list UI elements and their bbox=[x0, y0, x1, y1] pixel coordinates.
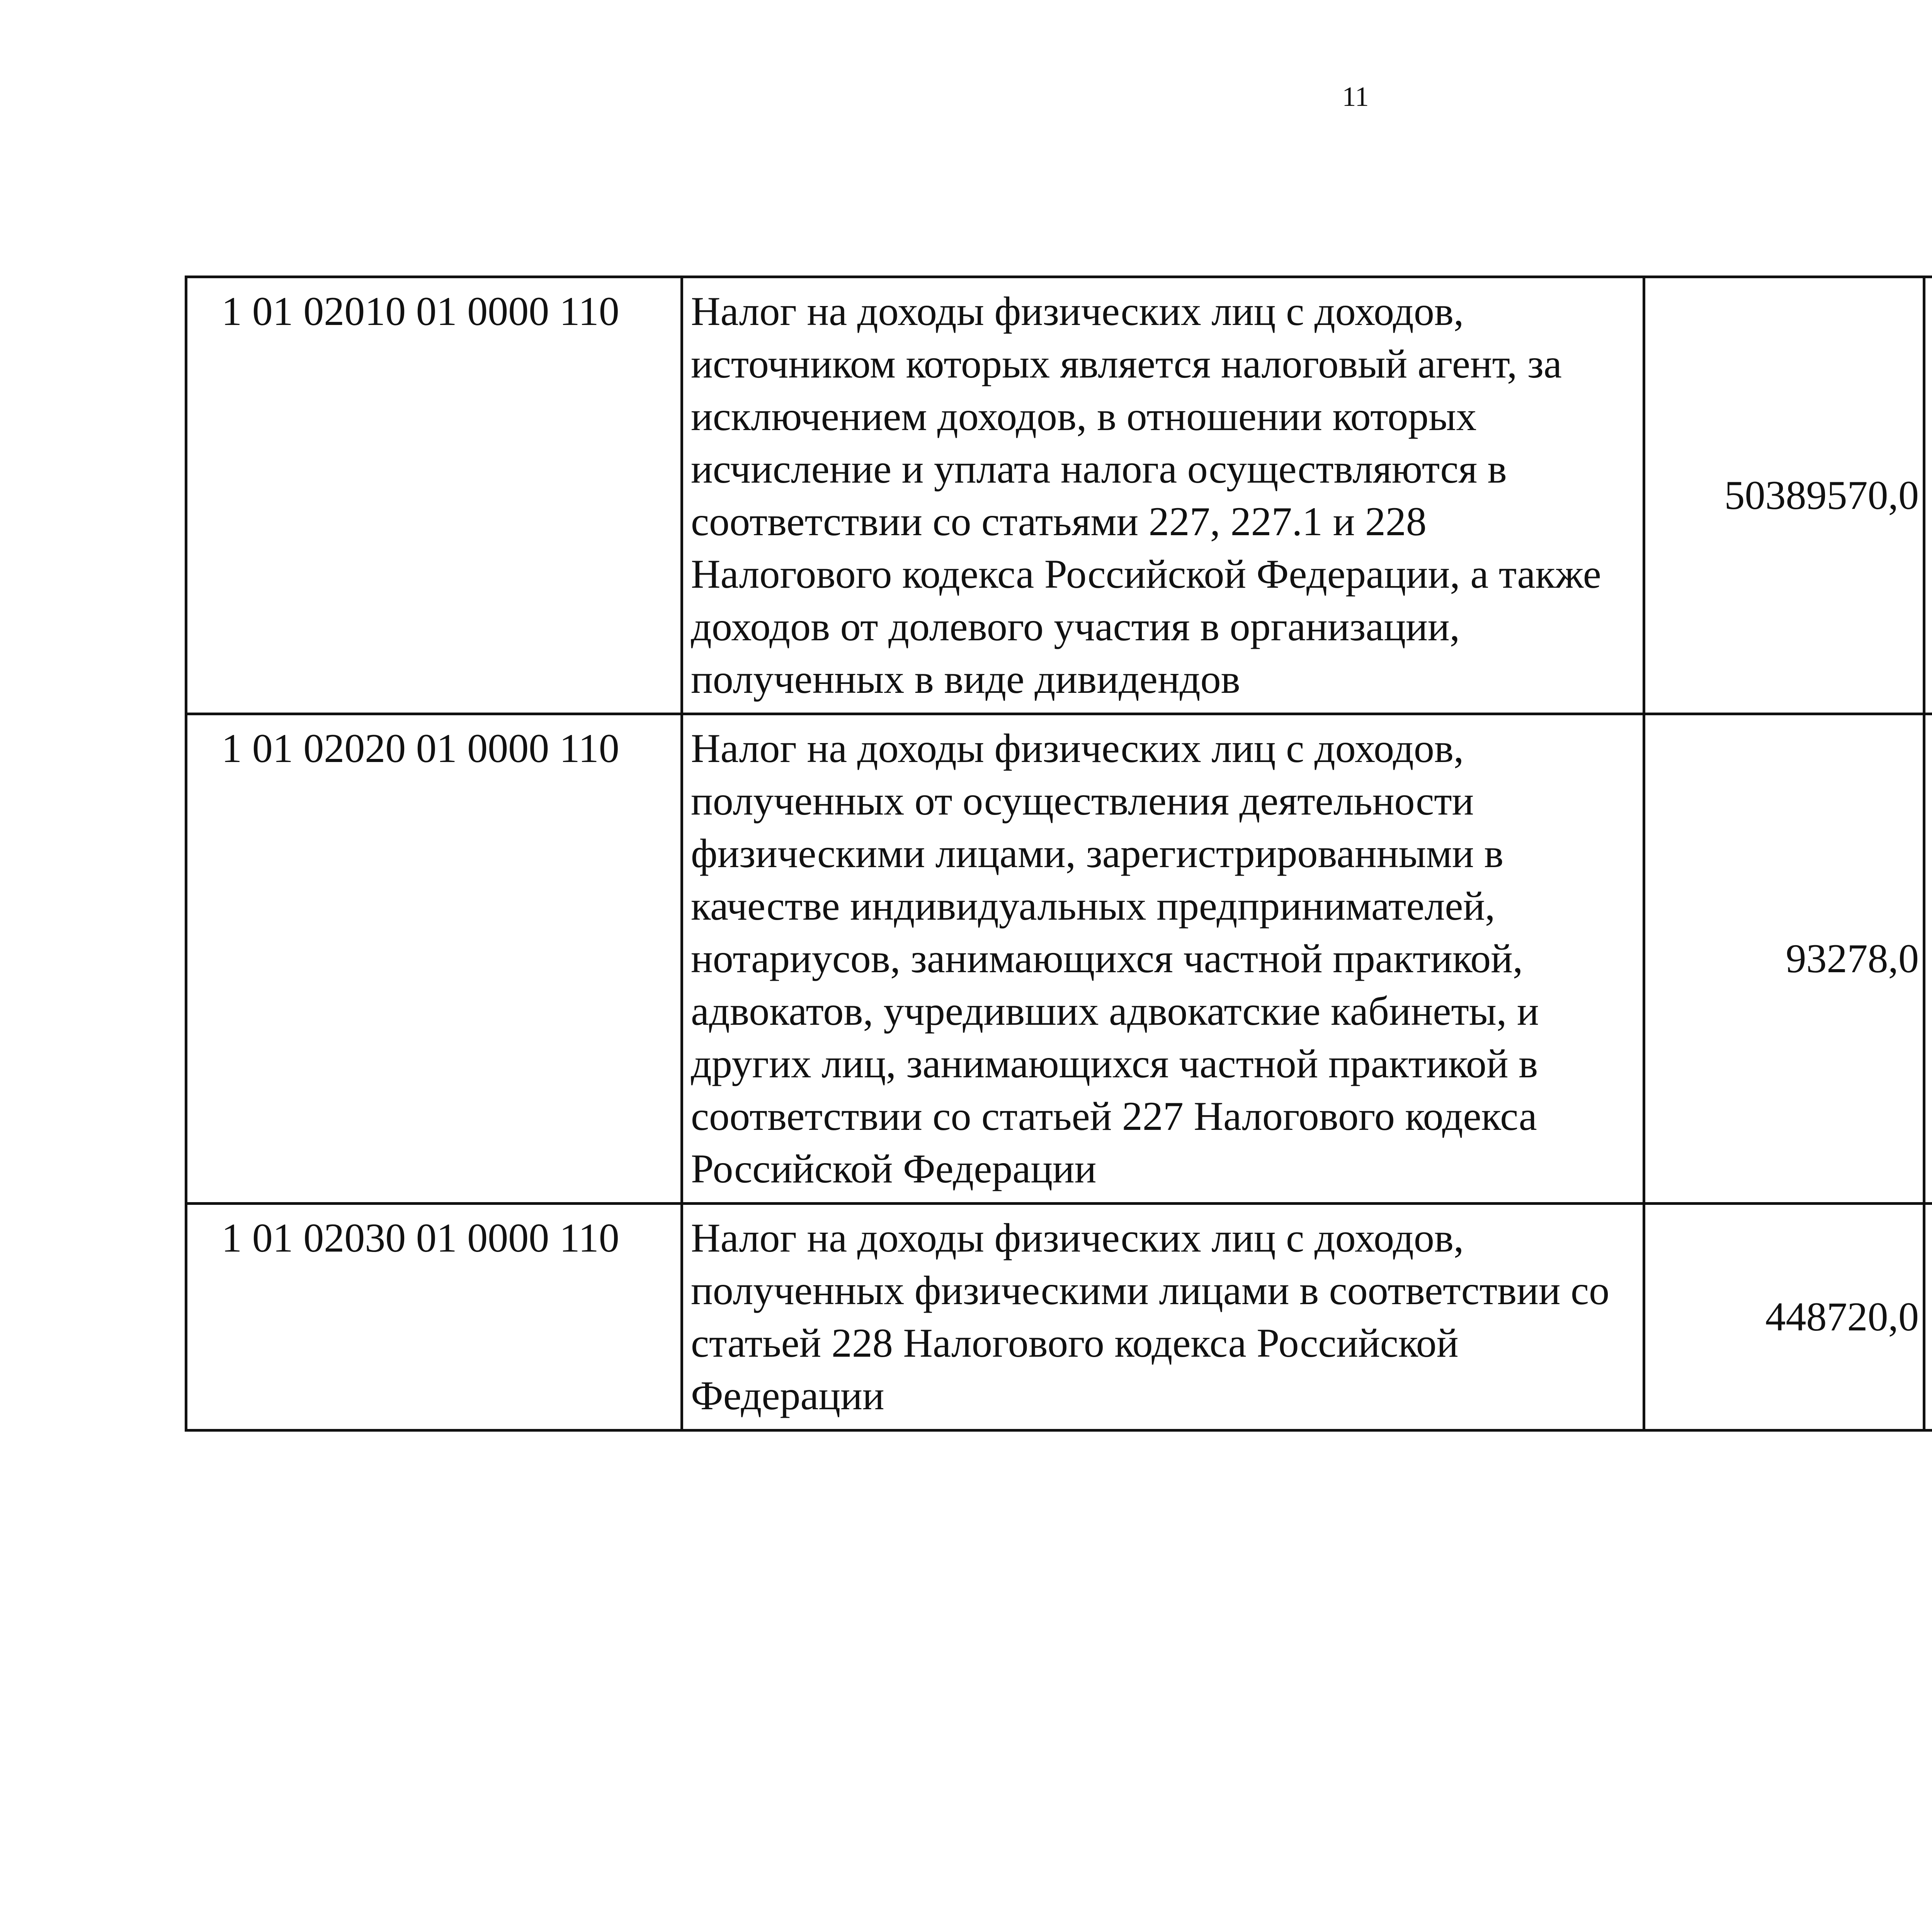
page-number: 11 bbox=[1342, 81, 1369, 112]
budget-code-cell: 1 01 02010 01 0000 110 bbox=[186, 277, 682, 714]
revenue-name-cell: Налог на доходы физических лиц с доходов, источником которых является налоговый агент, за исключением доходов, в отношении которых исчисление и уплата налога осуществляются в соответствии со статьями 227, 227.1 и 228 Налогового кодекса Российской Федерации, а также доходов от долевого участия в организации, полученных в виде дивидендов bbox=[682, 277, 1644, 714]
amount-cell: 50389570,0 bbox=[1644, 277, 1924, 714]
revenue-name-cell: Налог на доходы физических лиц с доходов, полученных физическими лицами в соответствии со статьей 228 Налогового кодекса Российской Федерации bbox=[682, 1204, 1644, 1431]
budget-code-cell: 1 01 02030 01 0000 110 bbox=[186, 1204, 682, 1431]
amount-cell bbox=[1924, 714, 1932, 1204]
budget-code-cell: 1 01 02020 01 0000 110 bbox=[186, 714, 682, 1204]
amount-cell: 93278,0 bbox=[1644, 714, 1924, 1204]
amount-cell: 448720,0 bbox=[1644, 1204, 1924, 1431]
table-row bbox=[186, 1204, 1932, 1431]
revenue-name-cell: Налог на доходы физических лиц с доходов, полученных от осуществления деятельности физическими лицами, зарегистрированными в качестве индивидуальных предпринимателей, нотариусов, занимающихся частной практикой, адвокатов, учредивших адвокатские кабинеты, и других лиц, занимающихся частной практикой в соответствии со статьей 227 Налогового кодекса Российской Федерации bbox=[682, 714, 1644, 1204]
table-row bbox=[186, 714, 1932, 1204]
table-row bbox=[186, 277, 1932, 714]
revenue-table bbox=[185, 276, 1932, 1432]
amount-cell bbox=[1924, 1204, 1932, 1431]
amount-cell bbox=[1924, 277, 1932, 714]
